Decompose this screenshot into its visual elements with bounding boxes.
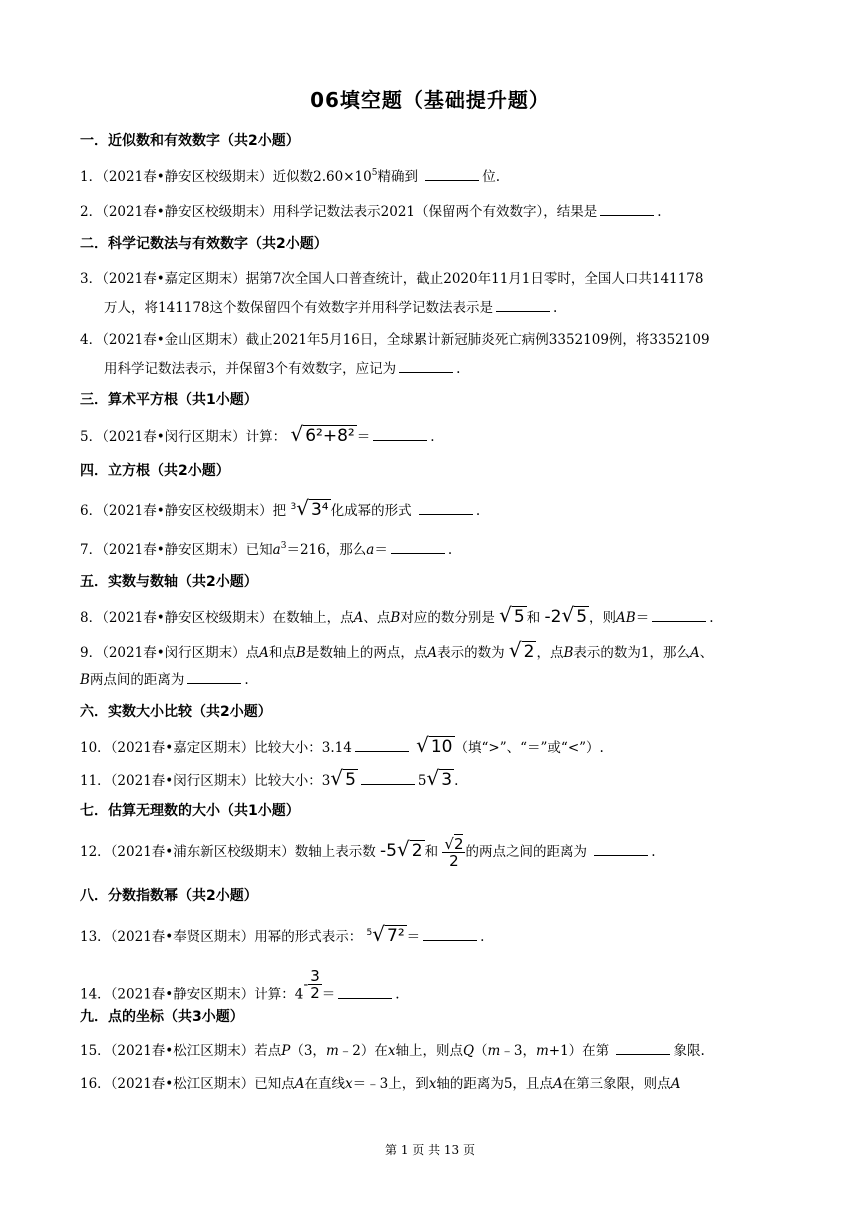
section-heading-2: 二．科学记数法与有效数字（共2小题） [80,236,328,252]
question-14: 14．（2021春•静安区期末）计算：4- $\frac{3}{2}$ ＝ . [80,967,400,1003]
answer-blank[interactable] [616,1042,670,1055]
answer-blank[interactable] [600,203,654,216]
question-7: 7．（2021春•静安区期末）已知$a^3=216$，那么a＝ . [80,541,453,558]
answer-blank[interactable] [652,609,706,622]
answer-blank[interactable] [187,671,241,684]
question-11: 11．（2021春•闵行区期末）比较大小：3√ 5 5√ 3 . [80,766,459,790]
answer-blank[interactable] [399,360,453,373]
page-footer: 第 1 页 共 13 页 [385,1143,475,1157]
page-title: 06填空题（基础提升题） [310,88,550,112]
square-root-expression: -2√ 5 [544,603,588,627]
question-16: 16．（2021春•松江区期末）已知点A在直线x＝﹣3上，到x轴的距离为5，且点A在第三象限，则点A [80,1076,681,1092]
question-15: 15．（2021春•松江区期末）若点P（3，m﹣2）在x轴上，则点Q（m﹣3，m+1）在第 象限. [80,1043,705,1059]
negative-exponent: - $\frac{3}{2}$ [303,967,320,1002]
fraction-root-2-over-2: $\frac{√2}{2}$ [444,835,464,870]
square-root-expression: √ 5 [330,766,356,790]
question-2: 2．（2021春•静安区校级期末）用科学记数法表示2021（保留两个有效数字），结果是 . [80,204,662,220]
question-13: 13．（2021春•奉贤区期末）用幂的形式表示： $^5$√ 7² ＝ . [80,922,485,946]
question-1: 1．（2021春•静安区校级期末）近似数$2.60\times 10^5$精确到 位. [80,168,501,185]
question-3-continued: 万人，将141178这个数保留四个有效数字并用科学记数法表示是 . [104,300,558,316]
section-heading-3: 三．算术平方根（共1小题） [80,392,258,408]
section-heading-8: 八．分数指数幂（共2小题） [80,888,258,904]
answer-blank[interactable] [594,843,648,856]
section-heading-4: 四．立方根（共2小题） [80,463,230,479]
answer-blank[interactable] [425,168,479,181]
section-heading-1: 一．近似数和有效数字（共2小题） [80,133,300,149]
section-heading-7: 七．估算无理数的大小（共1小题） [80,803,300,819]
section-heading-9: 九．点的坐标（共3小题） [80,1009,244,1025]
square-root-expression: -5√ 2 [380,837,423,861]
section-heading-5: 五．实数与数轴（共2小题） [80,574,258,590]
square-root-expression: √ 10 [416,733,453,757]
section-heading-6: 六．实数大小比较（共2小题） [80,704,272,720]
square-root-expression: √ 6²+8² [290,422,355,446]
cube-root-expression: $^3$√ 3⁴ [290,496,329,520]
question-6: 6．（2021春•静安区校级期末）把 $^3$√ 3⁴ 化成幂的形式 . [80,496,481,520]
answer-blank[interactable] [338,986,392,999]
answer-blank[interactable] [355,739,409,752]
question-5: 5．（2021春•闵行区期末）计算： √ 6²+8² ＝ . [80,422,435,446]
answer-blank[interactable] [496,299,550,312]
question-3: 3．（2021春•嘉定区期末）据第7次全国人口普查统计，截止2020年11月1日零时，全国人口共141178 [80,271,704,287]
answer-blank[interactable] [423,928,477,941]
question-9: 9．（2021春•闵行区期末）点A和点B是数轴上的两点，点A表示的数为 √ 2 ，点B表示的数为1，那么A、 [80,638,714,662]
answer-blank[interactable] [361,772,415,785]
fifth-root-expression: $^5$√ 7² [366,922,405,946]
question-4-continued: 用科学记数法表示，并保留3个有效数字，应记为 . [104,361,461,377]
question-4: 4．（2021春•金山区期末）截止2021年5月16日，全球累计新冠肺炎死亡病例3352109例，将3352109 [80,332,710,348]
answer-blank[interactable] [419,502,473,515]
square-root-expression: √ 3 [426,766,453,790]
square-root-expression: √ 5 [499,603,525,627]
question-8: 8．（2021春•静安区校级期末）在数轴上，点A、点B对应的数分别是 √ 5 和 -2√ 5 ，则AB＝ . [80,603,714,627]
question-10: 10．（2021春•嘉定区期末）比较大小：3.14 √ 10 （填“>”、“＝”或“<”）. [80,733,604,757]
answer-blank[interactable] [373,428,427,441]
question-9-continued: B两点间的距离为 . [80,672,249,688]
answer-blank[interactable] [391,541,445,554]
square-root-expression: √ 2 [508,638,535,662]
question-12: 12．（2021春•浦东新区校级期末）数轴上表示数 -5√ 2 和 $\frac{√2}{2}$ 的两点之间的距离为 . [80,835,656,870]
